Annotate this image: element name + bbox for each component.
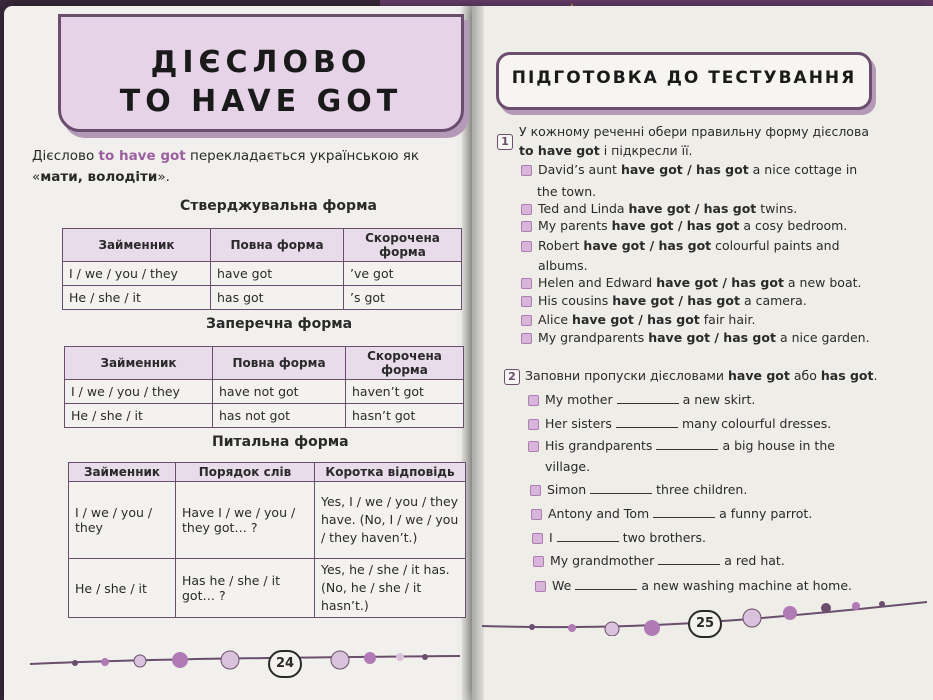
bullet-icon <box>528 419 539 430</box>
fill-blank[interactable] <box>575 578 637 590</box>
affirmative-table <box>62 228 462 310</box>
intro-part2: перекладається українською як <box>190 148 420 164</box>
item-subject: Ted and Linda <box>538 201 625 216</box>
question-title: Питальна форма <box>212 434 349 450</box>
verb-choice[interactable]: have got / has got <box>572 312 700 327</box>
task2-instruction: Заповни пропуски дієсловами have got або has got. <box>525 368 878 383</box>
task2-instruction-a: Заповни пропуски дієсловами <box>525 368 725 383</box>
item-rest: fair hair. <box>703 312 756 327</box>
task1-instruction-verb: to have got <box>519 143 600 158</box>
task-number: 2 <box>504 369 520 385</box>
item-rest: a new skirt. <box>682 392 756 407</box>
table-header: Коротка відповідь <box>315 463 466 482</box>
bullet-icon <box>521 278 532 289</box>
table-cell: He / she / it <box>63 286 211 310</box>
fill-blank[interactable] <box>617 392 679 404</box>
page-subtitle: TO HAVE GOT <box>119 84 403 119</box>
table-header-row <box>63 229 462 262</box>
item-subject: My parents <box>538 218 608 233</box>
item-subject: David’s aunt <box>538 162 617 177</box>
bullet-icon <box>521 221 532 232</box>
item-rest: two brothers. <box>622 530 707 545</box>
task1-instruction <box>519 122 899 160</box>
table-row <box>69 482 466 559</box>
list-item <box>521 273 861 292</box>
section-title: ПІДГОТОВКА ДО ТЕСТУВАННЯ <box>511 68 857 88</box>
table-cell: has not got <box>213 404 346 428</box>
bullet-icon <box>530 485 541 496</box>
table-header: Повна форма <box>213 347 346 380</box>
bullet-icon <box>531 509 542 520</box>
title-box <box>58 14 464 132</box>
bullet-icon <box>528 441 539 452</box>
list-item <box>521 160 857 179</box>
list-item <box>528 436 835 455</box>
task1-instruction-a: У кожному реченні обери правильну форму дієслова <box>519 124 869 139</box>
table-row <box>69 559 466 618</box>
verb-choice[interactable]: have got / has got <box>611 218 740 233</box>
item-rest: a new boat. <box>787 275 862 290</box>
item-subject: We <box>552 578 572 593</box>
bullet-icon <box>532 533 543 544</box>
item-rest: a cosy bedroom. <box>743 218 848 233</box>
fill-blank[interactable] <box>590 482 652 494</box>
question-table <box>68 462 466 618</box>
table-cell: ’s got <box>344 286 462 310</box>
item-rest: many colourful dresses. <box>681 416 832 431</box>
item-subject: My grandmother <box>550 553 655 568</box>
item-rest: twins. <box>760 201 798 216</box>
verb-choice[interactable]: have got / has got <box>656 275 784 290</box>
table-header: Скорочена форма <box>344 229 462 262</box>
table-cell: ’ve got <box>344 262 462 286</box>
bullet-icon <box>521 204 532 215</box>
table-cell: I / we / you / they <box>69 482 176 559</box>
page-number-left: 24 <box>268 650 302 678</box>
list-item <box>528 414 831 433</box>
item-rest: a nice cottage in <box>752 162 858 177</box>
table-header-row <box>65 347 464 380</box>
section-title-box <box>496 52 872 110</box>
item-subject: His cousins <box>538 293 609 308</box>
item-subject: Robert <box>538 238 580 253</box>
bullet-icon <box>535 581 546 592</box>
item-continuation: village. <box>545 459 591 474</box>
table-row <box>65 380 464 404</box>
page-title: ДІЄСЛОВО <box>150 45 372 80</box>
item-subject: Her sisters <box>545 416 612 431</box>
task1-instruction-b: і підкресли її. <box>603 143 693 158</box>
table-cell: I / we / you / they <box>65 380 213 404</box>
fill-blank[interactable] <box>656 438 718 450</box>
list-item <box>521 310 755 329</box>
item-rest: three children. <box>656 482 748 497</box>
task2-verb2: has got <box>820 368 874 383</box>
verb-choice[interactable]: have got / has got <box>628 201 757 216</box>
bullet-icon <box>521 296 532 307</box>
item-subject: Antony and Tom <box>548 506 650 521</box>
table-cell: Yes, he / she / it has. (No, he / she / it hasn’t.) <box>315 559 466 618</box>
list-item <box>521 216 847 235</box>
page-number-right: 25 <box>688 610 722 638</box>
verb-choice[interactable]: have got / has got <box>620 162 749 177</box>
verb-choice[interactable]: have got / has got <box>583 238 712 253</box>
list-item <box>530 480 747 499</box>
fill-blank[interactable] <box>616 416 678 428</box>
table-header: Займенник <box>65 347 213 380</box>
table-row <box>63 262 462 286</box>
table-cell: He / she / it <box>65 404 213 428</box>
intro-quote-open: « <box>32 169 41 185</box>
item-rest: colourful paints and <box>715 238 840 253</box>
negative-table <box>64 346 464 428</box>
item-subject: His grandparents <box>545 438 653 453</box>
table-cell: have got <box>211 262 344 286</box>
intro-text <box>32 146 462 188</box>
table-header: Займенник <box>63 229 211 262</box>
item-subject: My mother <box>545 392 613 407</box>
verb-choice[interactable]: have got / has got <box>612 293 740 308</box>
list-item <box>531 504 812 523</box>
intro-verb: to have got <box>98 148 186 164</box>
bullet-icon <box>521 241 532 252</box>
table-row <box>65 404 464 428</box>
table-header: Займенник <box>69 463 176 482</box>
item-subject: My grandparents <box>538 330 645 345</box>
task-number: 1 <box>497 134 513 150</box>
list-item <box>535 576 852 595</box>
intro-part1: Дієслово <box>32 148 95 164</box>
verb-choice[interactable]: have got / has got <box>648 330 776 345</box>
list-item <box>521 328 870 347</box>
table-cell: He / she / it <box>69 559 176 618</box>
table-cell: haven’t got <box>346 380 464 404</box>
intro-meaning: мати, володіти <box>40 169 158 185</box>
list-item <box>521 236 840 255</box>
fill-blank[interactable] <box>557 530 619 542</box>
table-cell: Has he / she / it got… ? <box>176 559 315 618</box>
bullet-icon <box>533 556 544 567</box>
item-subject: Alice <box>538 312 569 327</box>
bullet-icon <box>521 165 532 176</box>
table-cell: I / we / you / they <box>63 262 211 286</box>
list-item <box>528 390 755 409</box>
table-cell: hasn’t got <box>346 404 464 428</box>
item-rest: a new washing machine at home. <box>641 578 853 593</box>
bullet-icon <box>521 333 532 344</box>
table-cell: Have I / we / you / they got… ? <box>176 482 315 559</box>
item-subject: I <box>549 530 553 545</box>
item-rest: a funny parrot. <box>719 506 813 521</box>
task2-or: або <box>793 368 817 383</box>
item-rest: a big house in the <box>722 438 835 453</box>
item-subject: Simon <box>547 482 587 497</box>
item-continuation: albums. <box>538 258 588 273</box>
list-item <box>521 291 807 310</box>
intro-quote-close: ». <box>157 169 170 185</box>
list-item <box>533 551 785 570</box>
table-cell: Yes, I / we / you / they have. (No, I / we / you / they haven’t.) <box>315 482 466 559</box>
fill-blank[interactable] <box>658 553 720 565</box>
fill-blank[interactable] <box>653 506 715 518</box>
item-subject: Helen and Edward <box>538 275 653 290</box>
table-header: Повна форма <box>211 229 344 262</box>
table-row <box>63 286 462 310</box>
item-rest: a red hat. <box>724 553 785 568</box>
task2-verb1: have got <box>728 368 790 383</box>
table-cell: have not got <box>213 380 346 404</box>
affirmative-title: Стверджувальна форма <box>180 198 377 214</box>
table-header: Скорочена форма <box>346 347 464 380</box>
item-rest: a camera. <box>743 293 807 308</box>
list-item <box>532 528 706 547</box>
table-header-row <box>69 463 466 482</box>
table-cell: has got <box>211 286 344 310</box>
item-continuation: the town. <box>537 184 597 199</box>
table-header: Порядок слів <box>176 463 315 482</box>
bullet-icon <box>528 395 539 406</box>
bullet-icon <box>521 315 532 326</box>
item-rest: a nice garden. <box>779 330 870 345</box>
negative-title: Заперечна форма <box>206 316 353 332</box>
bead-border-left <box>0 646 933 686</box>
